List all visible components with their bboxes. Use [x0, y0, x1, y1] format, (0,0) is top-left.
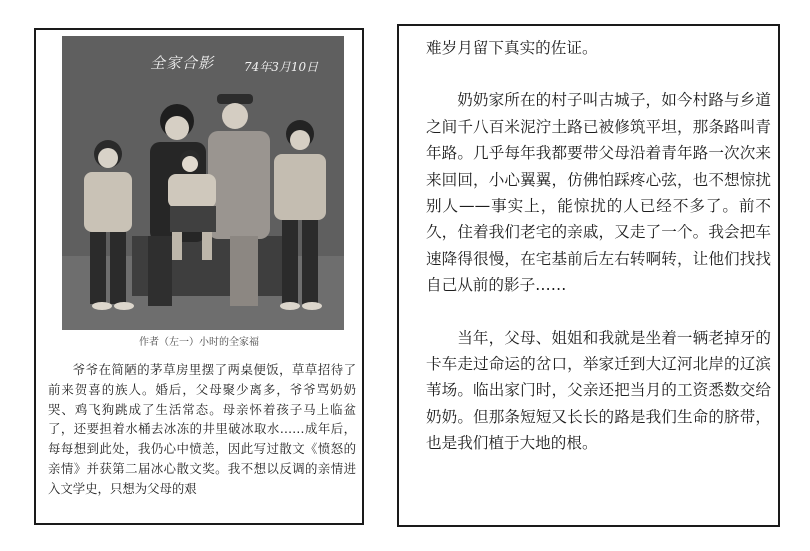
left-body-text: [48, 360, 356, 499]
continuation-line: 难岁月留下真实的佐证。: [426, 39, 598, 57]
right-page: [397, 24, 780, 527]
right-paragraph-2: 当年，父母、姐姐和我就是坐着一辆老掉牙的卡车走过命运的岔口，举家迁到大辽河北岸的辽滨苇场。临出家门时，父亲还把当月的工资悉数交给奶奶。但那条短短又长长的路是我们生命的脐带，也是我们植于大地的根。: [426, 328, 771, 453]
right-paragraph-1: 奶奶家所在的村子叫古城子，如今村路与乡道之间千八百米泥泞土路已被修筑平坦，那条路叫青年路。几乎每年我都要带父母沿着青年路一次次来来回回，小心翼翼，仿佛怕踩疼心弦，也不想惊扰别人——事实上，能惊扰的人已经不多了。前不久，住着我们老宅的亲戚，又走了一个。我会把车速降得很慢，在宅基前后左右转啊转，让他们找找自己从前的影子……: [426, 91, 771, 295]
family-photo: [62, 36, 344, 330]
photo-inscription-date: 74年3月10日: [244, 60, 319, 74]
photo-inscription: 全家合影: [150, 54, 215, 72]
family-photo-figures: [62, 36, 344, 330]
right-body-text: [426, 35, 771, 457]
left-page: [34, 28, 364, 525]
photo-caption: 作者（左一）小时的全家福: [139, 337, 259, 348]
left-paragraph: 爷爷在简陋的茅草房里摆了两桌便饭，草草招待了前来贺喜的族人。婚后，父母聚少离多，爷爷骂奶奶哭、鸡飞狗跳成了生活常态。母亲怀着孩子马上临盆了，还要担着水桶去冰冻的井里破冰取水……成年后，每每想到此处，我仍心中愤恙，因此写过散文《愤怒的亲情》并获第二届冰心散文奖。我不想以反调的亲情进入文学史，只想为父母的艰: [48, 362, 356, 496]
